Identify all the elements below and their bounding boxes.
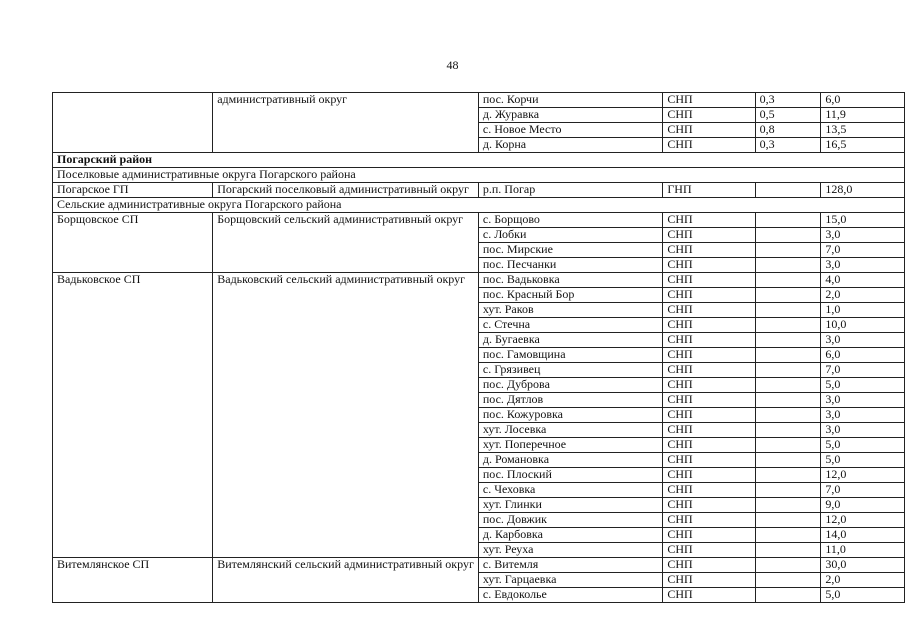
settlement-type-cell: СНП (663, 573, 755, 588)
distance-cell: 3,0 (821, 258, 905, 273)
subsection-title: Поселковые административные округа Погарского района (53, 168, 905, 183)
district-cell: административный округ (213, 93, 479, 153)
value-cell: 0,3 (755, 138, 821, 153)
settlement-type-cell: СНП (663, 408, 755, 423)
settlements-table-body (53, 93, 905, 603)
distance-cell: 3,0 (821, 333, 905, 348)
locality-cell: р.п. Погар (478, 183, 662, 198)
value-cell (755, 378, 821, 393)
distance-cell: 30,0 (821, 558, 905, 573)
settlement-type-cell: СНП (663, 378, 755, 393)
distance-cell: 2,0 (821, 288, 905, 303)
subsection-row (53, 198, 905, 213)
locality-cell: с. Стечна (478, 318, 662, 333)
distance-cell: 3,0 (821, 423, 905, 438)
locality-cell: пос. Вадьковка (478, 273, 662, 288)
settlement-cell: Борщовское СП (53, 213, 213, 273)
value-cell (755, 408, 821, 423)
value-cell: 0,8 (755, 123, 821, 138)
settlement-type-cell: СНП (663, 468, 755, 483)
locality-cell: хут. Лосевка (478, 423, 662, 438)
distance-cell: 128,0 (821, 183, 905, 198)
value-cell (755, 498, 821, 513)
locality-cell: д. Бугаевка (478, 333, 662, 348)
settlement-type-cell: СНП (663, 318, 755, 333)
settlement-type-cell: СНП (663, 558, 755, 573)
distance-cell: 5,0 (821, 588, 905, 603)
district-cell: Борщовский сельский административный округ (213, 213, 479, 273)
settlement-type-cell: СНП (663, 363, 755, 378)
distance-cell: 12,0 (821, 468, 905, 483)
locality-cell: хут. Реуха (478, 543, 662, 558)
settlement-type-cell: СНП (663, 273, 755, 288)
locality-cell: с. Чеховка (478, 483, 662, 498)
settlement-type-cell: СНП (663, 288, 755, 303)
distance-cell: 7,0 (821, 243, 905, 258)
settlement-cell: Вадьковское СП (53, 273, 213, 558)
settlement-type-cell: СНП (663, 543, 755, 558)
locality-cell: с. Витемля (478, 558, 662, 573)
subsection-row (53, 168, 905, 183)
locality-cell: пос. Песчанки (478, 258, 662, 273)
distance-cell: 7,0 (821, 363, 905, 378)
settlement-type-cell: СНП (663, 498, 755, 513)
distance-cell: 3,0 (821, 228, 905, 243)
distance-cell: 14,0 (821, 528, 905, 543)
settlement-type-cell: СНП (663, 483, 755, 498)
table-row (53, 558, 905, 573)
settlement-cell: Витемлянское СП (53, 558, 213, 603)
settlement-type-cell: СНП (663, 93, 755, 108)
distance-cell: 11,9 (821, 108, 905, 123)
table-row (53, 213, 905, 228)
distance-cell: 5,0 (821, 438, 905, 453)
value-cell (755, 303, 821, 318)
value-cell (755, 468, 821, 483)
locality-cell: пос. Довжик (478, 513, 662, 528)
section-title: Погарский район (53, 153, 905, 168)
table-row (53, 93, 905, 108)
value-cell (755, 588, 821, 603)
settlement-type-cell: СНП (663, 453, 755, 468)
locality-cell: хут. Раков (478, 303, 662, 318)
distance-cell: 2,0 (821, 573, 905, 588)
value-cell (755, 513, 821, 528)
value-cell: 0,5 (755, 108, 821, 123)
settlement-type-cell: СНП (663, 393, 755, 408)
settlement-type-cell: СНП (663, 348, 755, 363)
table-row (53, 183, 905, 198)
distance-cell: 16,5 (821, 138, 905, 153)
value-cell (755, 543, 821, 558)
locality-cell: пос. Дуброва (478, 378, 662, 393)
distance-cell: 10,0 (821, 318, 905, 333)
locality-cell: д. Журавка (478, 108, 662, 123)
locality-cell: пос. Плоский (478, 468, 662, 483)
value-cell (755, 273, 821, 288)
value-cell (755, 213, 821, 228)
value-cell (755, 483, 821, 498)
value-cell: 0,3 (755, 93, 821, 108)
settlement-type-cell: СНП (663, 138, 755, 153)
locality-cell: с. Грязивец (478, 363, 662, 378)
locality-cell: пос. Кожуровка (478, 408, 662, 423)
table-row (53, 273, 905, 288)
locality-cell: д. Романовка (478, 453, 662, 468)
locality-cell: д. Корна (478, 138, 662, 153)
locality-cell: хут. Поперечное (478, 438, 662, 453)
value-cell (755, 453, 821, 468)
page-number: 48 (446, 58, 459, 72)
locality-cell: хут. Глинки (478, 498, 662, 513)
settlement-type-cell: СНП (663, 333, 755, 348)
settlement-type-cell: СНП (663, 258, 755, 273)
locality-cell: пос. Гамовщина (478, 348, 662, 363)
value-cell (755, 573, 821, 588)
value-cell (755, 558, 821, 573)
locality-cell: с. Новое Место (478, 123, 662, 138)
value-cell (755, 348, 821, 363)
settlements-table (52, 92, 905, 603)
value-cell (755, 393, 821, 408)
settlement-type-cell: СНП (663, 108, 755, 123)
settlement-type-cell: СНП (663, 423, 755, 438)
locality-cell: с. Лобки (478, 228, 662, 243)
distance-cell: 3,0 (821, 408, 905, 423)
value-cell (755, 438, 821, 453)
settlement-type-cell: СНП (663, 528, 755, 543)
locality-cell: с. Борщово (478, 213, 662, 228)
distance-cell: 6,0 (821, 348, 905, 363)
locality-cell: пос. Мирские (478, 243, 662, 258)
distance-cell: 6,0 (821, 93, 905, 108)
settlement-type-cell: СНП (663, 303, 755, 318)
settlement-type-cell: СНП (663, 228, 755, 243)
value-cell (755, 183, 821, 198)
settlement-type-cell: СНП (663, 513, 755, 528)
settlement-type-cell: СНП (663, 588, 755, 603)
distance-cell: 5,0 (821, 378, 905, 393)
distance-cell: 5,0 (821, 453, 905, 468)
distance-cell: 3,0 (821, 393, 905, 408)
locality-cell: хут. Гарцаевка (478, 573, 662, 588)
settlement-type-cell: СНП (663, 243, 755, 258)
district-cell: Погарский поселковый административный округ (213, 183, 479, 198)
locality-cell: пос. Корчи (478, 93, 662, 108)
value-cell (755, 318, 821, 333)
subsection-title: Сельские административные округа Погарского района (53, 198, 905, 213)
locality-cell: пос. Дятлов (478, 393, 662, 408)
settlement-cell (53, 93, 213, 153)
settlement-type-cell: СНП (663, 213, 755, 228)
value-cell (755, 288, 821, 303)
value-cell (755, 243, 821, 258)
district-cell: Витемлянский сельский административный округ (213, 558, 479, 603)
value-cell (755, 423, 821, 438)
value-cell (755, 333, 821, 348)
distance-cell: 4,0 (821, 273, 905, 288)
settlement-type-cell: СНП (663, 123, 755, 138)
distance-cell: 13,5 (821, 123, 905, 138)
distance-cell: 12,0 (821, 513, 905, 528)
value-cell (755, 258, 821, 273)
distance-cell: 15,0 (821, 213, 905, 228)
distance-cell: 1,0 (821, 303, 905, 318)
district-cell: Вадьковский сельский административный округ (213, 273, 479, 558)
value-cell (755, 228, 821, 243)
settlement-type-cell: СНП (663, 438, 755, 453)
value-cell (755, 363, 821, 378)
settlement-cell: Погарское ГП (53, 183, 213, 198)
distance-cell: 9,0 (821, 498, 905, 513)
distance-cell: 7,0 (821, 483, 905, 498)
locality-cell: с. Евдоколье (478, 588, 662, 603)
locality-cell: пос. Красный Бор (478, 288, 662, 303)
section-row (53, 153, 905, 168)
settlement-type-cell: ГНП (663, 183, 755, 198)
value-cell (755, 528, 821, 543)
locality-cell: д. Карбовка (478, 528, 662, 543)
distance-cell: 11,0 (821, 543, 905, 558)
